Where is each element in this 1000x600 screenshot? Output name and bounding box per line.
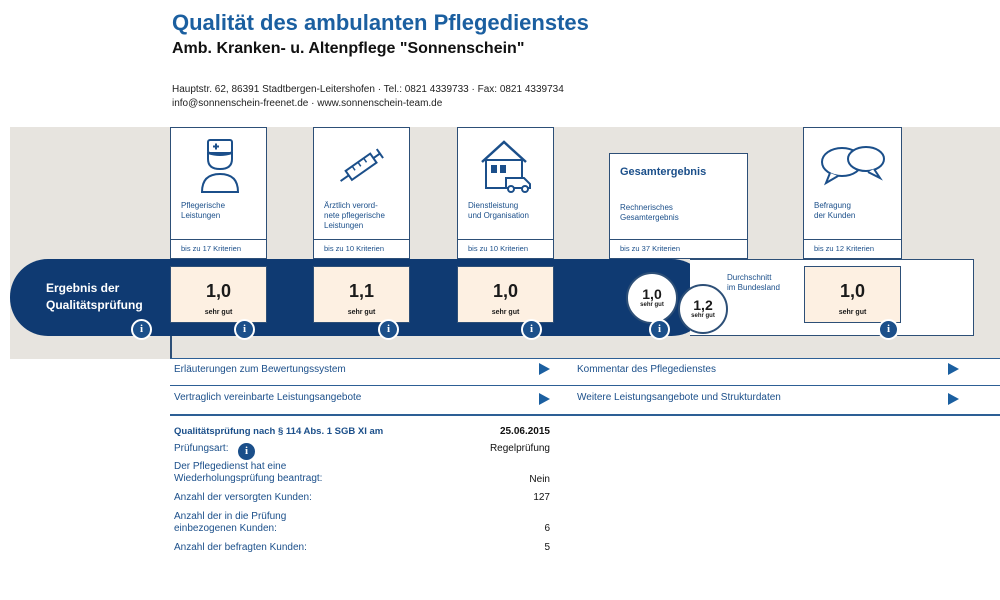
repeat-value: Nein — [529, 474, 550, 485]
criteria-count: bis zu 10 Kriterien — [458, 239, 553, 258]
card-survey — [803, 127, 902, 259]
link-structure-data[interactable]: Weitere Leistungsangebote und Strukturdaten — [577, 392, 781, 403]
included-label-line: Anzahl der in die Prüfung — [174, 511, 287, 522]
divider — [170, 358, 1000, 359]
state-average-circle — [678, 284, 728, 334]
score-text: sehr gut — [204, 309, 233, 316]
included-label — [174, 511, 286, 535]
provider-name: Amb. Kranken- u. Altenpflege "Sonnenschein" — [172, 40, 525, 57]
card-label-line: Ärztlich verord- — [324, 201, 378, 210]
divider — [170, 336, 172, 358]
result-label-line: Ergebnis der — [46, 281, 120, 295]
info-icon[interactable]: i — [236, 441, 257, 462]
syringe-icon — [334, 142, 392, 190]
divider — [170, 414, 1000, 416]
state-average-text: sehr gut — [691, 313, 715, 319]
overall-score-text: sehr gut — [640, 302, 664, 308]
info-icon[interactable]: i — [131, 319, 152, 340]
info-icon[interactable]: i — [521, 319, 542, 340]
criteria-count: bis zu 10 Kriterien — [314, 239, 409, 258]
state-average-label-line: im Bundesland — [727, 283, 780, 292]
score-box-nursing — [170, 266, 267, 323]
result-label — [46, 280, 143, 314]
link-comment[interactable]: Kommentar des Pflegedienstes — [577, 364, 716, 375]
card-label-line: nete pflegerische — [324, 211, 385, 220]
card-label-line: der Kunden — [814, 211, 856, 220]
state-average-value: 1,2 — [693, 297, 713, 313]
link-contract-services[interactable]: Vertraglich vereinbarte Leistungsangebote — [174, 392, 362, 403]
customers-label: Anzahl der versorgten Kunden: — [174, 492, 312, 503]
link-explanation[interactable]: Erläuterungen zum Bewertungssystem — [174, 364, 346, 375]
arrow-right-icon[interactable] — [948, 393, 959, 405]
info-icon[interactable]: i — [878, 319, 899, 340]
card-overall — [609, 153, 748, 259]
card-heading: Gesamtergebnis — [620, 166, 707, 178]
nurse-icon — [199, 138, 241, 194]
state-average-label-line: Durchschnitt — [727, 273, 772, 282]
card-label-line: Dienstleistung — [468, 201, 519, 210]
score-value: 1,0 — [839, 281, 866, 301]
surveyed-value: 5 — [544, 542, 550, 553]
card-service — [457, 127, 554, 259]
score-box-medical — [313, 266, 410, 323]
card-label-line: und Organisation — [468, 211, 529, 220]
criteria-count: bis zu 12 Kriterien — [804, 239, 901, 258]
result-label-line: Qualitätsprüfung — [46, 298, 143, 312]
repeat-label-line: Der Pflegedienst hat eine — [174, 461, 287, 472]
score-box-survey — [804, 266, 901, 323]
repeat-label-line: Wiederholungsprüfung beantragt: — [174, 473, 323, 484]
score-box-service — [457, 266, 554, 323]
address-line: Hauptstr. 62, 86391 Stadtbergen-Leitershofen · Tel.: 0821 4339733 · Fax: 0821 4339734 — [172, 84, 564, 95]
overall-score-value: 1,0 — [642, 286, 662, 302]
arrow-right-icon[interactable] — [948, 363, 959, 375]
exam-type-value: Regelprüfung — [489, 443, 550, 454]
card-label-line: Pflegerische — [181, 201, 226, 210]
info-icon[interactable]: i — [378, 319, 399, 340]
card-label-line: Leistungen — [324, 221, 364, 230]
exam-label: Qualitätsprüfung nach § 114 Abs. 1 SGB XI am — [174, 426, 384, 437]
criteria-count: bis zu 17 Kriterien — [171, 239, 266, 258]
contact-line[interactable]: info@sonnenschein-freenet.de · www.sonnenschein-team.de — [172, 98, 443, 109]
card-label-line: Befragung — [814, 201, 851, 210]
overall-score-circle — [626, 272, 678, 324]
card-label-line: Gesamtergebnis — [620, 213, 679, 222]
page-title: Qualität des ambulanten Pflegedienstes — [172, 10, 589, 35]
customers-value: 127 — [533, 492, 550, 503]
arrow-right-icon[interactable] — [539, 363, 550, 375]
included-value: 6 — [544, 523, 550, 534]
arrow-right-icon[interactable] — [539, 393, 550, 405]
house-car-icon — [478, 138, 538, 194]
criteria-count: bis zu 37 Kriterien — [610, 239, 747, 258]
card-nursing — [170, 127, 267, 259]
divider — [170, 385, 1000, 386]
state-average-label — [727, 273, 780, 293]
score-value: 1,0 — [205, 281, 232, 301]
score-text: sehr gut — [347, 309, 376, 316]
score-value: 1,0 — [492, 281, 519, 301]
score-text: sehr gut — [838, 309, 867, 316]
info-icon[interactable]: i — [649, 319, 670, 340]
repeat-label — [174, 461, 322, 485]
exam-type-label: Prüfungsart: — [174, 443, 229, 454]
score-value: 1,1 — [348, 281, 375, 301]
surveyed-label: Anzahl der befragten Kunden: — [174, 542, 307, 553]
info-icon[interactable]: i — [234, 319, 255, 340]
speech-bubbles-icon — [818, 142, 888, 190]
exam-date: 25.06.2015 — [499, 426, 550, 437]
card-label-line: Leistungen — [181, 211, 221, 220]
included-label-line: einbezogenen Kunden: — [174, 523, 277, 534]
score-text: sehr gut — [491, 309, 520, 316]
card-label-line: Rechnerisches — [620, 203, 673, 212]
card-medical — [313, 127, 410, 259]
